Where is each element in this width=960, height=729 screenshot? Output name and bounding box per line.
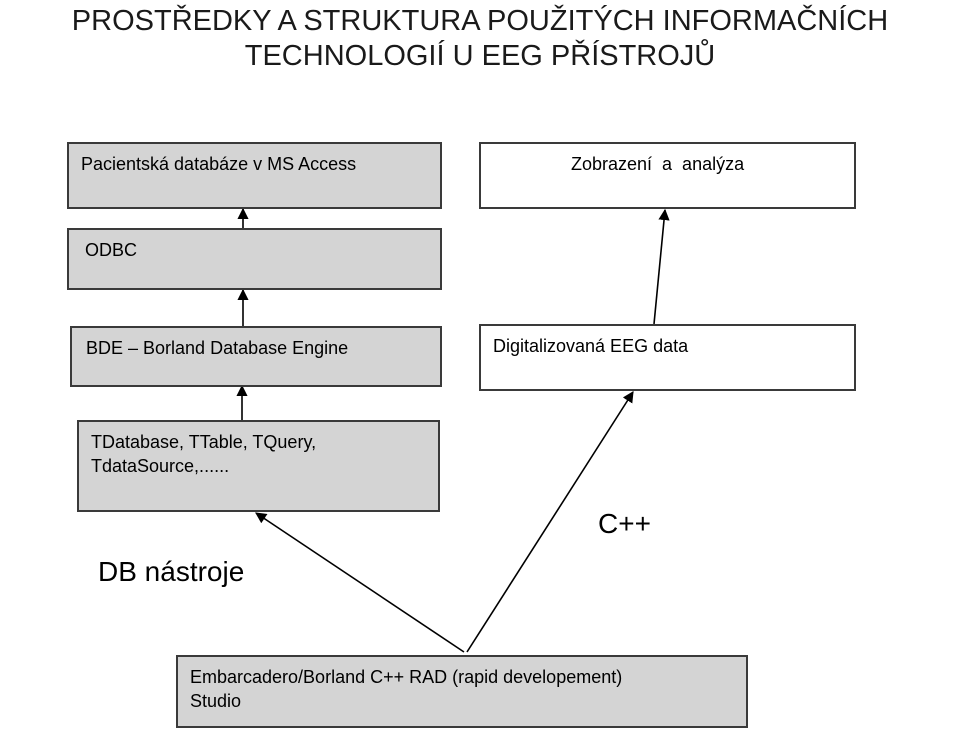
studio-label — [190, 665, 622, 713]
arrow-studio-to-components — [256, 513, 464, 652]
studio-box — [176, 655, 748, 728]
db-components-line-2: TdataSource,...... — [91, 456, 230, 476]
db-components-label — [91, 430, 316, 478]
arrow-eeg-to-display — [654, 210, 665, 324]
studio-line-2: Studio — [190, 691, 242, 711]
bde-box — [70, 326, 442, 387]
title-line-2: TECHNOLOGIÍ U EEG PŘÍSTROJŮ — [244, 40, 716, 72]
cpp-label: C++ — [598, 508, 651, 539]
patient-db-label: Pacientská databáze v MS Access — [81, 154, 357, 174]
studio-line-1: Embarcadero/Borland C++ RAD (rapid developement) — [190, 667, 623, 687]
title-line-1: PROSTŘEDKY A STRUKTURA POUŽITÝCH INFORMAČNÍCH — [71, 5, 889, 37]
eeg-data-box — [479, 324, 856, 391]
eeg-data-label: Digitalizovaná EEG data — [493, 336, 689, 356]
db-components-box — [77, 420, 440, 512]
odbc-label: ODBC — [85, 240, 138, 260]
db-components-line-1: TDatabase, TTable, TQuery, — [91, 432, 317, 452]
odbc-box — [67, 228, 442, 290]
patient-db-box — [67, 142, 442, 209]
db-tools-label: DB nástroje — [98, 556, 245, 587]
bde-label: BDE – Borland Database Engine — [86, 338, 349, 358]
display-analysis-box — [479, 142, 856, 209]
display-analysis-label: Zobrazení a analýza — [571, 154, 745, 174]
